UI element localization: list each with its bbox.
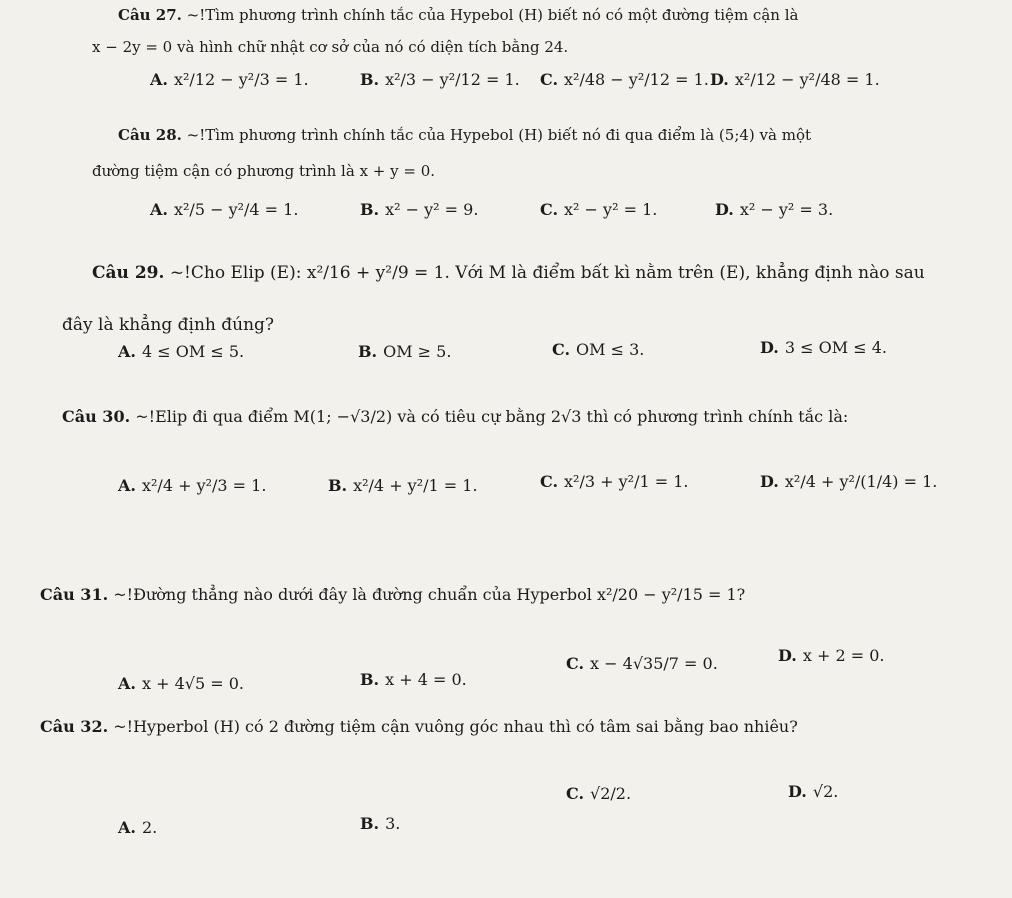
question-27-line-2: x − 2y = 0 và hình chữ nhật cơ sở của nó có diện tích bằng 24. xyxy=(92,38,569,56)
question-32-label: Câu 32. xyxy=(40,717,109,736)
q32-option-b[interactable]: B. 3. xyxy=(360,814,401,833)
question-29-line-2: đây là khẳng định đúng? xyxy=(62,315,275,335)
q29-option-b[interactable]: B. OM ≥ 5. xyxy=(358,342,452,361)
q32-option-c[interactable]: C. √2/2. xyxy=(566,784,632,803)
q29-option-a[interactable]: A. 4 ≤ OM ≤ 5. xyxy=(118,342,245,361)
question-27-line-1: Câu 27. ~!Tìm phương trình chính tắc của Hypebol (H) biết nó có một đường tiệm cận là xyxy=(118,6,799,24)
q30-option-d[interactable]: D. x²/4 + y²/(1/4) = 1. xyxy=(760,472,938,491)
question-28-line-2: đường tiệm cận có phương trình là x + y = 0. xyxy=(92,162,436,180)
q28-option-c[interactable]: C. x² − y² = 1. xyxy=(540,200,658,219)
q30-option-b[interactable]: B. x²/4 + y²/1 = 1. xyxy=(328,476,478,495)
q29-option-d[interactable]: D. 3 ≤ OM ≤ 4. xyxy=(760,338,887,357)
question-32-line-1: Câu 32. ~!Hyperbol (H) có 2 đường tiệm cận vuông góc nhau thì có tâm sai bằng bao nhiêu? xyxy=(40,717,798,736)
q31-option-d[interactable]: D. x + 2 = 0. xyxy=(778,646,885,665)
q28-option-b[interactable]: B. x² − y² = 9. xyxy=(360,200,479,219)
q31-option-c[interactable]: C. x − 4√35/7 = 0. xyxy=(566,654,718,673)
question-31-label: Câu 31. xyxy=(40,585,109,604)
q27-option-a[interactable]: A. x²/12 − y²/3 = 1. xyxy=(150,70,309,89)
q27-option-c[interactable]: C. x²/48 − y²/12 = 1. xyxy=(540,70,709,89)
question-27-label: Câu 27. xyxy=(118,6,182,24)
q32-option-a[interactable]: A. 2. xyxy=(118,818,158,837)
q31-option-a[interactable]: A. x + 4√5 = 0. xyxy=(118,674,244,693)
q28-option-a[interactable]: A. x²/5 − y²/4 = 1. xyxy=(150,200,299,219)
question-31-line-1: Câu 31. ~!Đường thẳng nào dưới đây là đường chuẩn của Hyperbol x²/20 − y²/15 = 1? xyxy=(40,585,746,604)
q30-option-a[interactable]: A. x²/4 + y²/3 = 1. xyxy=(118,476,267,495)
q32-option-d[interactable]: D. √2. xyxy=(788,782,839,801)
question-28-line-1: Câu 28. ~!Tìm phương trình chính tắc của Hypebol (H) biết nó đi qua điểm là (5;4) và một xyxy=(118,126,812,144)
q31-option-b[interactable]: B. x + 4 = 0. xyxy=(360,670,467,689)
question-29-label: Câu 29. xyxy=(92,263,165,283)
q28-option-d[interactable]: D. x² − y² = 3. xyxy=(715,200,834,219)
question-28-label: Câu 28. xyxy=(118,126,182,144)
question-30-label: Câu 30. xyxy=(62,407,131,426)
question-30-line-1: Câu 30. ~!Elip đi qua điểm M(1; −√3/2) và có tiêu cự bằng 2√3 thì có phương trình chính tắc là: xyxy=(62,407,849,426)
q27-option-b[interactable]: B. x²/3 − y²/12 = 1. xyxy=(360,70,520,89)
q30-option-c[interactable]: C. x²/3 + y²/1 = 1. xyxy=(540,472,689,491)
question-29-line-1: Câu 29. ~!Cho Elip (E): x²/16 + y²/9 = 1. Với M là điểm bất kì nằm trên (E), khẳng định nào sau xyxy=(92,263,925,283)
q27-option-d[interactable]: D. x²/12 − y²/48 = 1. xyxy=(710,70,880,89)
q29-option-c[interactable]: C. OM ≤ 3. xyxy=(552,340,645,359)
